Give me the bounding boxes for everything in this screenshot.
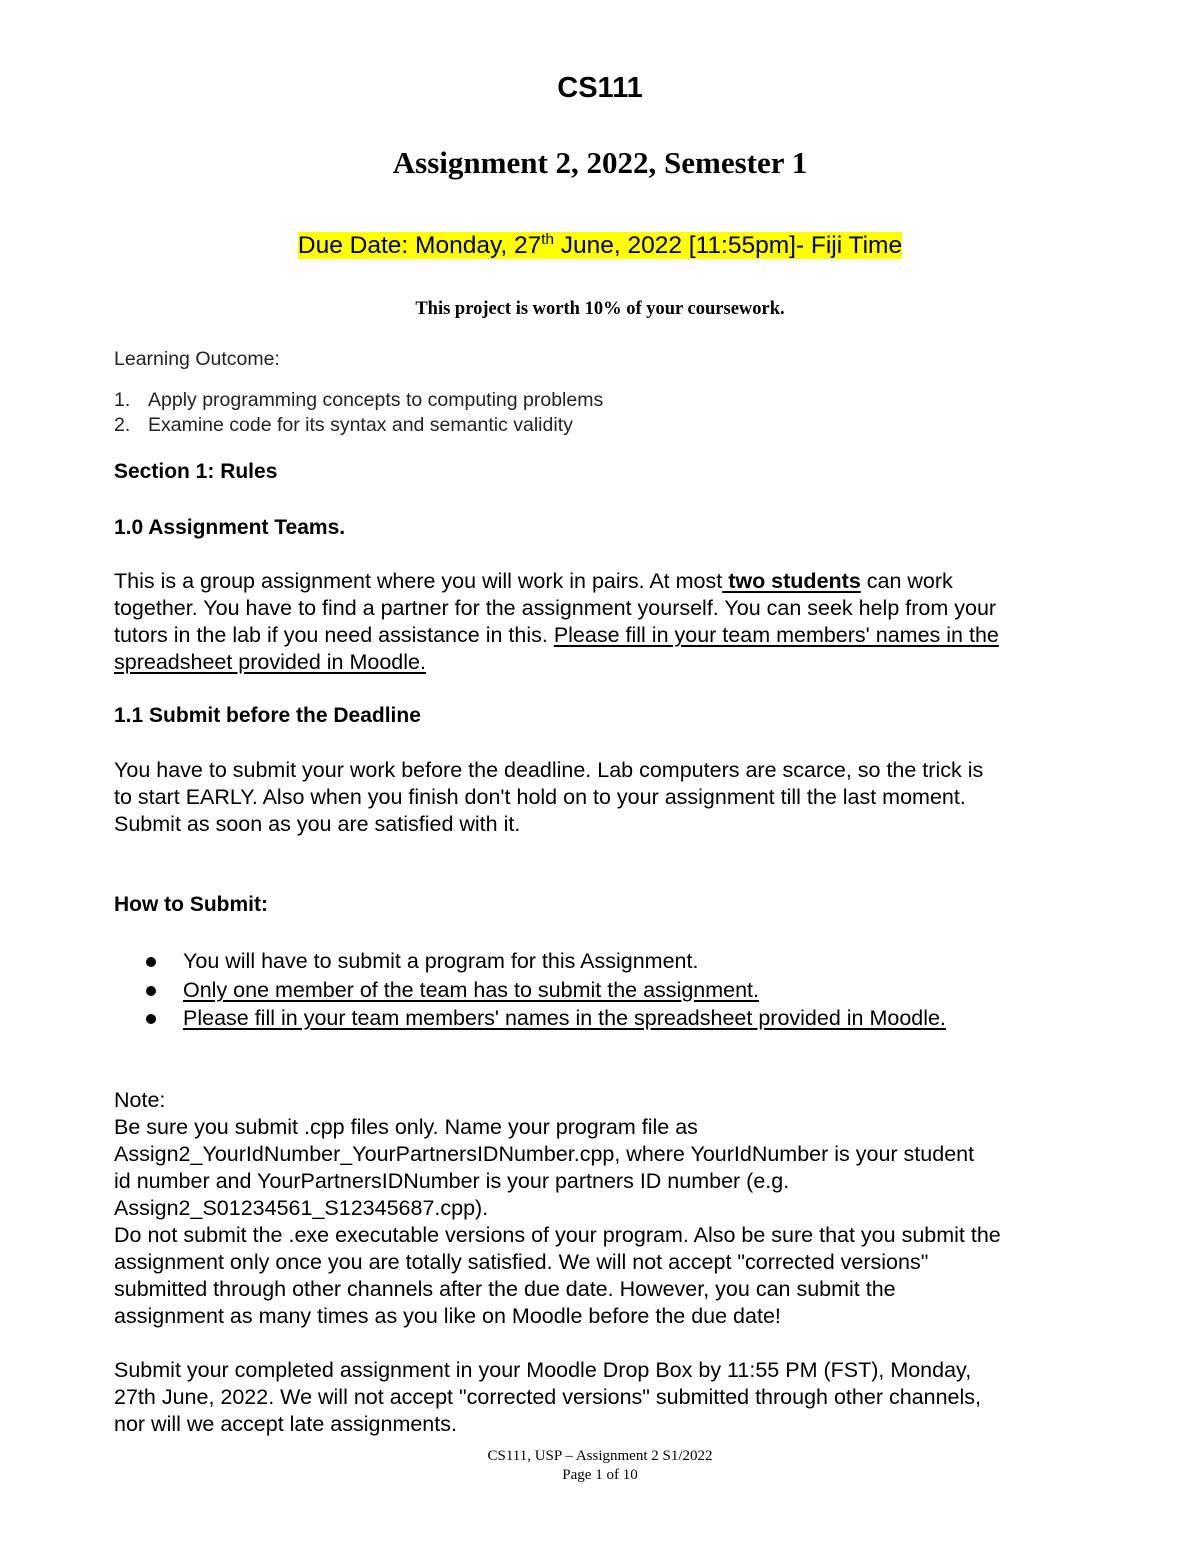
emphasis-two-students: two students [722, 569, 861, 593]
deadline-heading: 1.1 Submit before the Deadline [114, 704, 421, 727]
bullet-icon [146, 986, 156, 996]
section-heading: Section 1: Rules [114, 460, 278, 483]
bullet-icon [146, 957, 156, 967]
note-line: Assign2_YourIdNumber_YourPartnersIDNumber.cpp, where YourIdNumber is your student [114, 1142, 975, 1166]
worth-statement: This project is worth 10% of your coursework. [415, 299, 785, 319]
note-line: assignment only once you are totally satisfied. We will not accept "corrected versions" [114, 1250, 929, 1274]
learning-outcome-text: Examine code for its syntax and semantic validity [148, 414, 573, 436]
deadline-paragraph-line: to start EARLY. Also when you finish don't hold on to your assignment till the last moment. [114, 785, 966, 809]
text-run: can work [860, 569, 953, 593]
note-line: submitted through other channels after the due date. However, you can submit the [114, 1277, 896, 1301]
learning-outcome-item [114, 414, 130, 437]
footer-page-number: Page 1 of 10 [562, 1467, 638, 1483]
deadline-paragraph-line: Submit as soon as you are satisfied with it. [114, 812, 521, 836]
due-date-suffix: June, 2022 [11:55pm]- Fiji Time [553, 232, 903, 259]
due-date-highlight [298, 232, 902, 259]
due-date-sup: th [541, 230, 554, 248]
final-line: nor will we accept late assignments. [114, 1412, 457, 1436]
learning-outcome-heading: Learning Outcome: [114, 348, 280, 370]
note-line: assignment as many times as you like on Moodle before the due date! [114, 1304, 781, 1328]
teams-paragraph-line [114, 568, 953, 595]
teams-heading: 1.0 Assignment Teams. [114, 516, 346, 539]
how-to-submit-heading: How to Submit: [114, 893, 268, 916]
note-line: Be sure you submit .cpp files only. Name your program file as [114, 1115, 698, 1139]
text-run: tutors in the lab if you need assistance in this. [114, 623, 554, 647]
list-item: Please fill in your team members' names in the spreadsheet provided in Moodle. [183, 1006, 946, 1030]
due-date-prefix: Due Date: Monday, 27 [297, 232, 542, 259]
underlined-instruction: Please fill in your team members' names in the [553, 623, 999, 647]
teams-paragraph-line: together. You have to find a partner for the assignment yourself. You can seek help from your [114, 596, 997, 620]
note-line: Do not submit the .exe executable versions of your program. Also be sure that you submit the [114, 1223, 1001, 1247]
underlined-instruction: spreadsheet provided in Moodle. [114, 650, 426, 674]
footer-course-line: CS111, USP – Assignment 2 S1/2022 [487, 1448, 713, 1464]
text-run: This is a group assignment where you will work in pairs. At most [114, 569, 723, 593]
assignment-title: Assignment 2, 2022, Semester 1 [392, 145, 808, 180]
deadline-paragraph-line: You have to submit your work before the deadline. Lab computers are scarce, so the trick is [114, 758, 984, 782]
due-date [0, 229, 1200, 263]
final-line: Submit your completed assignment in your Moodle Drop Box by 11:55 PM (FST), Monday, [114, 1358, 972, 1382]
learning-outcome-text: Apply programming concepts to computing problems [148, 389, 604, 411]
bullet-icon [146, 1014, 156, 1024]
teams-paragraph-line [114, 622, 999, 649]
note-line: Note: [114, 1088, 166, 1112]
final-line: 27th June, 2022. We will not accept "corrected versions" submitted through other channels, [114, 1385, 981, 1409]
note-line: Assign2_S01234561_S12345687.cpp). [114, 1196, 489, 1220]
list-number: 2. [114, 414, 131, 436]
note-line: id number and YourPartnersIDNumber is your partners ID number (e.g. [114, 1169, 790, 1193]
learning-outcome-item [114, 389, 130, 412]
list-item: Only one member of the team has to submit the assignment. [183, 978, 760, 1002]
course-code: CS111 [557, 72, 643, 104]
list-number: 1. [114, 389, 131, 411]
list-item: You will have to submit a program for this Assignment. [183, 949, 699, 973]
